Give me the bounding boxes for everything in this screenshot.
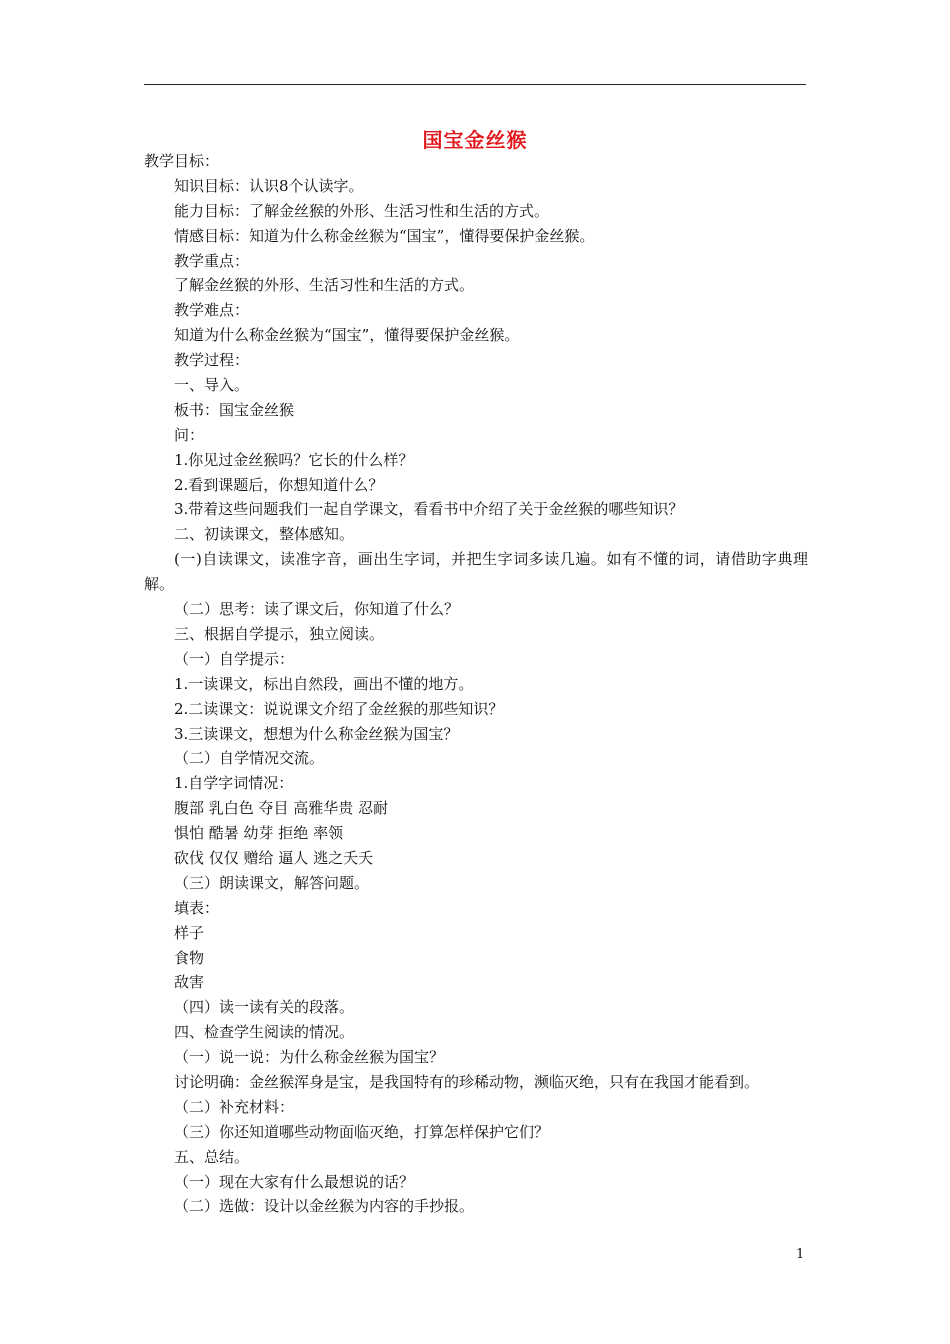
paragraph: 讨论明确：金丝猴浑身是宝，是我国特有的珍稀动物，濒临灭绝，只有在我国才能看到。 xyxy=(174,1072,760,1091)
paragraph: （二）选做：设计以金丝猴为内容的手抄报。 xyxy=(174,1197,475,1216)
paragraph: 3.带着这些问题我们一起自学课文，看看书中介绍了关于金丝猴的哪些知识？ xyxy=(174,500,684,519)
paragraph: （二）思考：读了课文后，你知道了什么？ xyxy=(174,600,460,619)
paragraph: 情感目标：知道为什么称金丝猴为“国宝”，懂得要保护金丝猴。 xyxy=(174,226,595,245)
paragraph: 知道为什么称金丝猴为“国宝”，懂得要保护金丝猴。 xyxy=(174,326,520,345)
paragraph: （一）说一说：为什么称金丝猴为国宝？ xyxy=(174,1048,445,1067)
vocabulary-row: 砍伐 仅仅 赠给 逼人 逃之夭夭 xyxy=(174,848,374,867)
paragraph: （三）你还知道哪些动物面临灭绝，打算怎样保护它们？ xyxy=(174,1122,550,1141)
document-title: 国宝金丝猴 xyxy=(422,128,528,152)
paragraph: 一、导入。 xyxy=(174,376,250,395)
document-body xyxy=(144,149,808,1219)
paragraph: 3.三读课文，想想为什么称金丝猴为国宝？ xyxy=(174,724,459,743)
paragraph: 能力目标：了解金丝猴的外形、生活习性和生活的方式。 xyxy=(174,201,550,220)
paragraph: 五、总结。 xyxy=(174,1147,250,1166)
section-heading: 教学重点： xyxy=(174,251,250,270)
paragraph: 了解金丝猴的外形、生活习性和生活的方式。 xyxy=(174,276,475,295)
paragraph: （三）朗读课文，解答问题。 xyxy=(174,873,370,892)
paragraph: 二、初读课文，整体感知。 xyxy=(174,525,355,544)
vocabulary-row: 腹部 乳白色 夺目 高雅华贵 忍耐 xyxy=(174,799,389,818)
vocabulary-row: 惧怕 酷暑 幼芽 拒绝 率领 xyxy=(174,824,344,843)
section-heading: 教学过程： xyxy=(174,351,250,370)
paragraph: 1.自学字词情况： xyxy=(174,774,294,793)
paragraph: （二）补充材料： xyxy=(174,1097,295,1116)
paragraph: 1.你见过金丝猴吗？它长的什么样？ xyxy=(174,450,414,469)
paragraph: 2.看到课题后，你想知道什么？ xyxy=(174,475,384,494)
section-heading: 教学难点： xyxy=(174,301,250,320)
table-item: 敌害 xyxy=(174,973,205,992)
paragraph: 1.一读课文，标出自然段，画出不懂的地方。 xyxy=(174,674,474,693)
paragraph: 2.二读课文：说说课文介绍了金丝猴的那些知识？ xyxy=(174,699,504,718)
paragraph: 问： xyxy=(174,425,205,444)
table-item: 样子 xyxy=(174,923,205,942)
paragraph: (一)自读课文，读准字音，画出生字词，并把生字词多读几遍。如有不懂的词，请借助字典理解。 xyxy=(144,550,808,594)
table-item: 食物 xyxy=(174,948,205,967)
section-heading: 教学目标： xyxy=(144,152,220,170)
paragraph: （二）自学情况交流。 xyxy=(174,749,325,768)
paragraph: 知识目标：认识8个认读字。 xyxy=(174,176,364,195)
paragraph: （一）自学提示： xyxy=(174,649,295,668)
page-number: 1 xyxy=(796,1247,805,1262)
paragraph: 四、检查学生阅读的情况。 xyxy=(174,1023,355,1042)
paragraph: 板书：国宝金丝猴 xyxy=(174,400,295,419)
paragraph: 填表： xyxy=(174,898,220,917)
header-rule xyxy=(144,84,806,85)
paragraph: 三、根据自学提示，独立阅读。 xyxy=(174,624,385,643)
paragraph: （一）现在大家有什么最想说的话？ xyxy=(174,1172,415,1191)
paragraph: （四）读一读有关的段落。 xyxy=(174,998,355,1017)
